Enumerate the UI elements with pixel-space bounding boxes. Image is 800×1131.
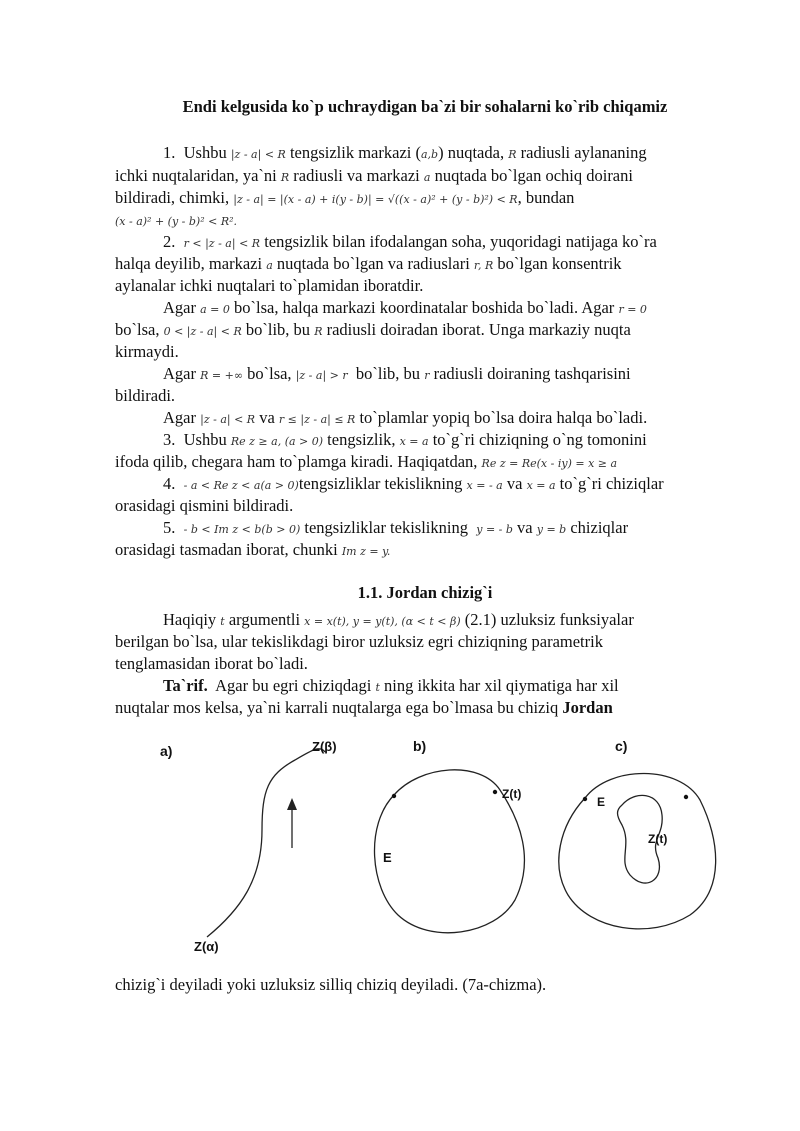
formula: |z - a| < R xyxy=(200,413,256,426)
text: Agar xyxy=(163,298,196,317)
text: bo`lsa, xyxy=(247,364,292,383)
formula: - a < Re z < a(a > 0) xyxy=(183,479,299,492)
para-9-line-2: berilgan bo`lsa, ular tekislikdagi biror uzluksiz egri chiziqning parametrik xyxy=(115,632,603,651)
formula: |z - a| = |(x - a) + i(y - b)| = √((x - a)² + (y - b)²) < R xyxy=(233,193,518,206)
text: to`plamlar yopiq bo`lsa doira halqa bo`ladi. xyxy=(359,408,648,427)
text: Agar xyxy=(163,364,196,383)
text: radiusli va markazi xyxy=(293,166,420,185)
formula: a xyxy=(423,171,431,184)
formula: r = 0 xyxy=(618,303,647,316)
text: ifoda qilib, chegara ham to`plamga kiradi. Haqiqatdan, xyxy=(115,452,478,471)
label-region-e: E xyxy=(597,795,606,809)
text: nuqtada bo`lgan va radiuslari xyxy=(276,254,470,273)
formula: t xyxy=(375,681,380,694)
item-number: 2. xyxy=(163,232,176,251)
text: bo`lib, bu xyxy=(355,364,421,383)
formula: x = a xyxy=(526,479,556,492)
text: nuqtalar mos kelsa, ya`ni karrali nuqtalarga ega bo`lmasa bu chiziq xyxy=(115,698,559,717)
label-z-alpha: Z(α) xyxy=(194,939,219,954)
definition-line-3: chizig`i deyiladi yoki uzluksiz silliq chiziq deyiladi. (7a-chizma). xyxy=(115,975,547,994)
text: bo`lsa, halqa markazi koordinatalar boshida bo`ladi. Agar xyxy=(234,298,615,317)
formula: R = +∞ xyxy=(200,369,243,382)
formula: R xyxy=(508,148,517,161)
para-3-line-3: kirmaydi. xyxy=(115,342,179,361)
para-4-line-2: bildiradi. xyxy=(115,386,176,405)
text: nuqtada bo`lgan ochiq doirani xyxy=(434,166,633,185)
formula: y = b xyxy=(536,523,567,536)
formula: r, R xyxy=(473,259,494,272)
definition-label: Ta`rif. xyxy=(163,676,208,695)
text: ) nuqtada, xyxy=(438,143,505,162)
formula: a = 0 xyxy=(200,303,230,316)
formula: R xyxy=(280,171,290,184)
figure-label-a: a) xyxy=(160,743,173,759)
text: to`g`ri chiziqning o`ng tomonini xyxy=(432,430,647,449)
text: chiziqlar xyxy=(570,518,629,537)
text: to`g`ri chiziqlar xyxy=(559,474,664,493)
text: (2.1) uzluksiz funksiyalar xyxy=(464,610,634,629)
text: Agar xyxy=(163,408,196,427)
curve-point xyxy=(684,795,688,799)
formula: r ≤ |z - a| ≤ R xyxy=(278,413,356,426)
label-z-t: Z(t) xyxy=(502,787,522,801)
jordan-arc-curve xyxy=(207,749,325,937)
text: Agar bu egri chiziqdagi xyxy=(215,676,372,695)
item-number: 3. xyxy=(163,430,176,449)
formula: (x - a)² + (y - b)² < R². xyxy=(115,215,238,228)
section-title: 1.1. Jordan chizig`i xyxy=(357,583,493,602)
text: radiusli aylananing xyxy=(520,143,647,162)
label-z-beta: Z(β) xyxy=(312,739,337,754)
figure-label-c: c) xyxy=(615,738,628,754)
text: tengsizliklar tekislikning xyxy=(298,474,463,493)
item-number: 1. xyxy=(163,143,176,162)
text: Ushbu xyxy=(183,430,227,449)
text: , bundan xyxy=(517,188,575,207)
curve-point xyxy=(392,794,396,798)
text: tengsizlik markazi ( xyxy=(289,143,421,162)
text: ichki nuqtalaridan, ya`ni xyxy=(115,166,277,185)
item-number: 4. xyxy=(163,474,176,493)
figure-label-b: b) xyxy=(413,738,427,754)
formula: y = - b xyxy=(476,523,513,536)
formula: Re z = Re(x - iy) = x ≥ a xyxy=(481,457,618,470)
item-4-line-2: orasidagi qismini bildiradi. xyxy=(115,496,294,515)
formula: |z - a| < R xyxy=(230,148,286,161)
text: Haqiqiy xyxy=(163,610,217,629)
formula: Re z ≥ a, (a > 0) xyxy=(230,435,324,448)
outer-closed-curve xyxy=(559,773,716,928)
label-z-t: Z(t) xyxy=(648,832,668,846)
label-region-e: E xyxy=(383,850,392,865)
curve-point xyxy=(583,797,587,801)
page-heading: Endi kelgusida ko`p uchraydigan ba`zi bir sohalarni ko`rib chiqamiz xyxy=(182,97,668,116)
text: va xyxy=(259,408,275,427)
arrowhead-icon xyxy=(287,798,297,810)
formula: 0 < |z - a| < R xyxy=(163,325,242,338)
text: bo`lib, bu xyxy=(245,320,311,339)
formula: |z - a| > r xyxy=(295,369,348,382)
formula: x = - a xyxy=(466,479,503,492)
text: argumentli xyxy=(228,610,301,629)
text: bo`lgan konsentrik xyxy=(497,254,622,273)
text: tengsizlik bilan ifodalangan soha, yuqoridagi natijaga ko`ra xyxy=(264,232,657,251)
text: halqa deyilib, markazi xyxy=(115,254,263,273)
text: tengsizliklar tekislikning xyxy=(304,518,468,537)
formula: a,b xyxy=(420,148,439,161)
formula: r < |z - a| < R xyxy=(183,237,261,250)
text: va xyxy=(506,474,523,493)
term-bold: Jordan xyxy=(562,698,613,717)
text: radiusli doiradan iborat. Unga markaziy nuqta xyxy=(326,320,631,339)
text: bildiradi, chimki, xyxy=(115,188,230,207)
text: ning ikkita har xil qiymatiga har xil xyxy=(384,676,619,695)
text: va xyxy=(517,518,533,537)
formula: R xyxy=(314,325,323,338)
formula: x = x(t), y = y(t), (α < t < β) xyxy=(304,615,461,628)
formula: Im z = y. xyxy=(341,545,391,558)
curve-point xyxy=(493,790,497,794)
text: Ushbu xyxy=(183,143,227,162)
text: tengsizlik, xyxy=(327,430,396,449)
formula: r xyxy=(424,369,430,382)
item-2-line-3: aylanalar ichki nuqtalari to`plamidan iboratdir. xyxy=(115,276,424,295)
text: bo`lsa, xyxy=(115,320,160,339)
text: orasidagi tasmadan iborat, chunki xyxy=(115,540,338,559)
formula: x = a xyxy=(399,435,429,448)
formula: t xyxy=(220,615,225,628)
item-number: 5. xyxy=(163,518,176,537)
text: radiusli doiraning tashqarisini xyxy=(433,364,631,383)
formula: a xyxy=(266,259,273,272)
formula: - b < Im z < b(b > 0) xyxy=(183,523,301,536)
para-9-line-3: tenglamasidan iborat bo`ladi. xyxy=(115,654,308,673)
